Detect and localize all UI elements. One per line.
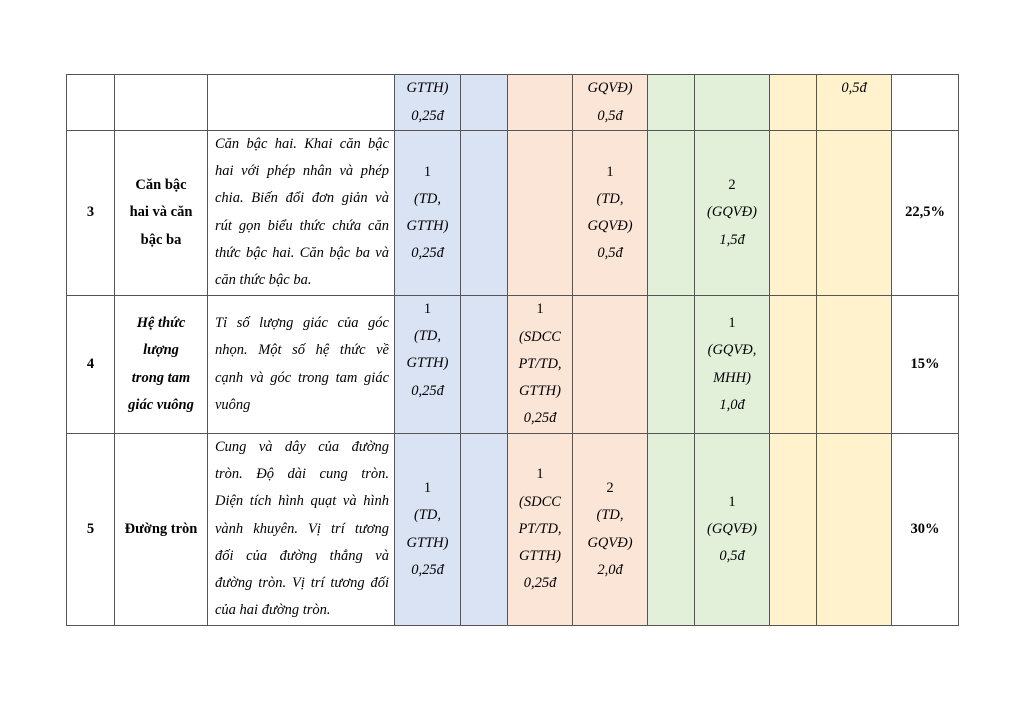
cell-text: Đường tròn — [124, 520, 198, 537]
cell-nb-tl — [461, 131, 508, 296]
cell-th-tn — [508, 296, 573, 434]
cell-text: vuông — [215, 396, 251, 413]
cell-text: Căn bậc — [135, 177, 187, 194]
cell-th-tl — [573, 296, 648, 434]
cell-vd-tl — [695, 296, 770, 434]
cell-topic — [115, 131, 208, 296]
cell-text: 0,25đ — [523, 410, 557, 427]
cell-text: (GQVĐ) — [707, 520, 757, 537]
cell-text: bậc ba — [140, 231, 182, 248]
cell-text: MHH) — [713, 369, 751, 386]
cell-text: hai và căn — [129, 204, 193, 221]
cell-text: cạnh và góc trong tam giác — [215, 369, 389, 386]
cell-text: thức bậc hai. Căn bậc ba và — [215, 244, 389, 261]
cell-vdc-tl — [817, 296, 892, 434]
cell-text: (TD, — [414, 190, 441, 207]
cell-desc — [208, 296, 395, 434]
cell-text: (SDCC — [519, 493, 561, 510]
cell-text: đường tròn. Vị trí tương đối — [215, 575, 389, 592]
cell-th-tn — [508, 434, 573, 626]
cell-text: 1 — [606, 163, 614, 180]
cell-text: của hai đường tròn. — [215, 602, 331, 619]
cell-vd-tn — [648, 75, 695, 131]
cell-vdc-tl — [817, 75, 892, 131]
cell-text: chia. Biến đổi đơn giản và — [215, 190, 389, 207]
cell-vdc-tl — [817, 434, 892, 626]
cell-text: (TD, — [414, 507, 441, 524]
cell-text: Tỉ số lượng giác của góc — [215, 315, 389, 332]
cell-nb-tl — [461, 434, 508, 626]
cell-text: căn thức bậc ba. — [215, 272, 312, 289]
cell-text: GTTH) — [406, 80, 449, 97]
cell-text: 1 — [728, 493, 736, 510]
cell-th-tn — [508, 75, 573, 131]
cell-text: 0,5đ — [597, 107, 623, 124]
cell-vdc-tn — [770, 296, 817, 434]
cell-text: GTTH) — [406, 218, 449, 234]
cell-text: 1 — [423, 301, 432, 317]
cell-text: Hệ thức — [136, 315, 186, 332]
cell-text: nhọn. Một số hệ thức về — [215, 342, 389, 359]
cell-percent: 30% — [892, 434, 959, 626]
cell-text: 0,25đ — [411, 107, 444, 124]
cell-text: PT/TD, — [518, 355, 562, 372]
cell-text: GQVĐ) — [587, 80, 633, 97]
cell-stt: 3 — [67, 131, 115, 296]
cell-nb-tl — [461, 75, 508, 131]
cell-vdc-tn — [770, 75, 817, 131]
cell-th-tn — [508, 131, 573, 296]
cell-text: GQVĐ) — [587, 218, 633, 234]
cell-nb-tn — [395, 296, 461, 434]
cell-vdc-tn — [770, 131, 817, 296]
cell-text: 2,0đ — [597, 561, 623, 578]
table-row — [67, 296, 959, 434]
cell-vd-tl — [695, 131, 770, 296]
cell-vd-tn — [648, 296, 695, 434]
cell-text: GTTH) — [406, 355, 449, 372]
cell-vd-tn — [648, 434, 695, 626]
cell-text: 1 — [423, 163, 432, 180]
cell-text: GTTH) — [406, 534, 449, 551]
cell-text: (TD, — [414, 328, 441, 345]
cell-topic — [115, 75, 208, 131]
cell-nb-tn — [395, 434, 461, 626]
cell-text: (SDCC — [519, 328, 561, 345]
cell-text: 1 — [536, 466, 544, 483]
cell-text: (TD, — [596, 190, 624, 207]
cell-text: hai với phép nhân và phép — [215, 163, 389, 180]
cell-text: tròn. Độ dài cung tròn. — [215, 466, 389, 483]
cell-desc — [208, 434, 395, 626]
cell-text: Căn bậc hai. Khai căn bậc — [215, 136, 389, 152]
cell-text: vành khuyên. Vị trí tương — [215, 520, 389, 537]
cell-text: (GQVĐ, — [707, 342, 757, 359]
cell-desc — [208, 75, 395, 131]
cell-th-tl — [573, 131, 648, 296]
table-row — [67, 434, 959, 626]
cell-desc — [208, 131, 395, 296]
cell-stt: 5 — [67, 434, 115, 626]
cell-text: Diện tích hình quạt và hình — [215, 493, 389, 510]
cell-vd-tl — [695, 75, 770, 131]
cell-text: trong tam — [131, 369, 191, 386]
cell-text: giác vuông — [128, 396, 194, 413]
cell-nb-tn — [395, 131, 461, 296]
matrix-table — [66, 74, 959, 626]
table-row-continued — [67, 75, 959, 131]
cell-text: 1 — [536, 301, 544, 318]
cell-text: 0,5đ — [597, 245, 623, 262]
cell-vd-tn — [648, 131, 695, 296]
cell-text: rút gọn biểu thức chứa căn — [215, 217, 389, 234]
cell-vdc-tn — [770, 434, 817, 626]
cell-text: 1,0đ — [719, 396, 745, 413]
cell-text: đối của đường thẳng và — [215, 547, 389, 564]
cell-text: lượng — [143, 342, 179, 359]
cell-text: (TD, — [596, 507, 624, 524]
cell-th-tl — [573, 434, 648, 626]
cell-text: GTTH) — [519, 383, 561, 400]
cell-percent: 15% — [892, 296, 959, 434]
cell-stt: 4 — [67, 296, 115, 434]
cell-percent: 22,5% — [892, 131, 959, 296]
cell-text: 0,25đ — [411, 245, 444, 262]
cell-text: 1,5đ — [719, 231, 745, 248]
cell-text: PT/TD, — [518, 520, 562, 537]
cell-text: 1 — [728, 315, 736, 332]
cell-text: 0,5đ — [841, 80, 867, 96]
cell-nb-tl — [461, 296, 508, 434]
cell-percent — [892, 75, 959, 131]
cell-vd-tl — [695, 434, 770, 626]
cell-topic — [115, 434, 208, 626]
cell-text: Cung và dây của đường — [215, 439, 389, 455]
cell-stt — [67, 75, 115, 131]
cell-topic — [115, 296, 208, 434]
cell-text: (GQVĐ) — [707, 204, 757, 221]
cell-text: 2 — [728, 177, 736, 194]
cell-vdc-tl — [817, 131, 892, 296]
table-row — [67, 131, 959, 296]
cell-nb-tn — [395, 75, 461, 131]
cell-th-tl — [573, 75, 648, 131]
cell-text: 1 — [423, 480, 432, 497]
cell-text: 0,25đ — [411, 561, 444, 578]
cell-text: GTTH) — [519, 548, 561, 565]
cell-text: GQVĐ) — [587, 534, 633, 551]
cell-text: 0,25đ — [411, 382, 444, 399]
cell-text: 0,5đ — [719, 548, 745, 565]
cell-text: 0,25đ — [523, 575, 557, 592]
cell-text: 2 — [606, 480, 614, 497]
